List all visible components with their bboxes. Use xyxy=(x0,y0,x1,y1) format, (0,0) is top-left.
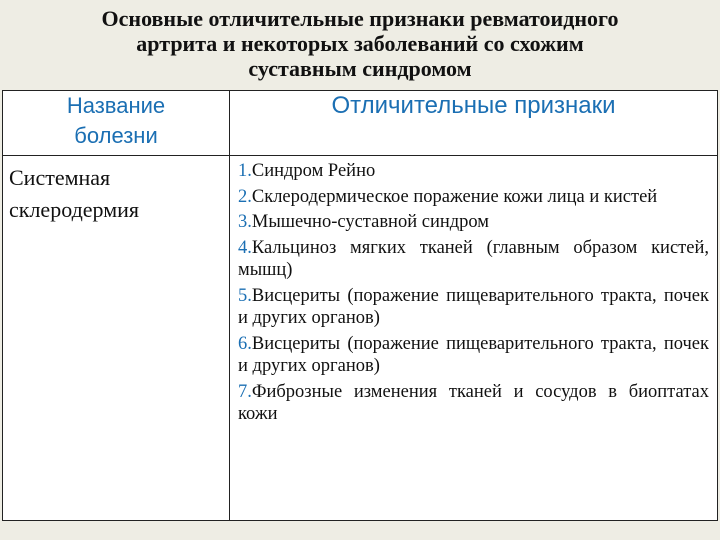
feature-number: 1. xyxy=(238,161,252,181)
features-cell xyxy=(230,156,718,521)
feature-item xyxy=(238,186,709,209)
disease-cell xyxy=(3,156,230,521)
feature-item xyxy=(238,333,709,378)
disease-line-2: склеродермия xyxy=(9,197,140,222)
feature-number: 3. xyxy=(238,212,252,232)
header-disease-name xyxy=(3,91,230,156)
feature-number: 5. xyxy=(238,285,252,306)
title-line-2: артрита и некоторых заболеваний со схожим xyxy=(136,31,584,56)
title-line-1: Основные отличительные признаки ревматоидного xyxy=(101,6,619,31)
feature-item xyxy=(238,285,709,330)
slide-title xyxy=(0,6,720,81)
feature-text: Висцериты (поражение пищеварительного тракта, почек и других органов) xyxy=(238,285,709,328)
feature-item xyxy=(238,381,709,426)
feature-number: 4. xyxy=(238,237,252,258)
feature-number: 7. xyxy=(238,381,252,402)
feature-text: Склеродермическое поражение кожи лица и кистей xyxy=(251,186,658,207)
disease-line-1: Системная xyxy=(9,165,111,190)
feature-text: Фиброзные изменения тканей и сосудов в биоптатах кожи xyxy=(238,381,709,424)
comparison-table xyxy=(2,90,718,521)
feature-item xyxy=(238,237,709,282)
feature-number: 2. xyxy=(238,186,252,207)
feature-item xyxy=(238,211,709,234)
feature-item xyxy=(238,160,709,183)
table-row xyxy=(3,156,718,521)
header-disease-line-1: Название xyxy=(66,93,166,118)
feature-text: Кальциноз мягких тканей (главным образом кистей, мышц) xyxy=(238,237,709,280)
table-header-row xyxy=(3,91,718,156)
feature-text: Висцериты (поражение пищеварительного тракта, почек и других органов) xyxy=(238,333,709,376)
feature-text: Синдром Рейно xyxy=(251,161,376,181)
feature-number: 6. xyxy=(238,333,252,354)
title-line-3: суставным синдромом xyxy=(248,56,472,81)
header-features: Отличительные признаки xyxy=(230,91,718,156)
header-disease-line-2: болезни xyxy=(74,123,158,148)
feature-text: Мышечно-суставной синдром xyxy=(251,212,490,232)
